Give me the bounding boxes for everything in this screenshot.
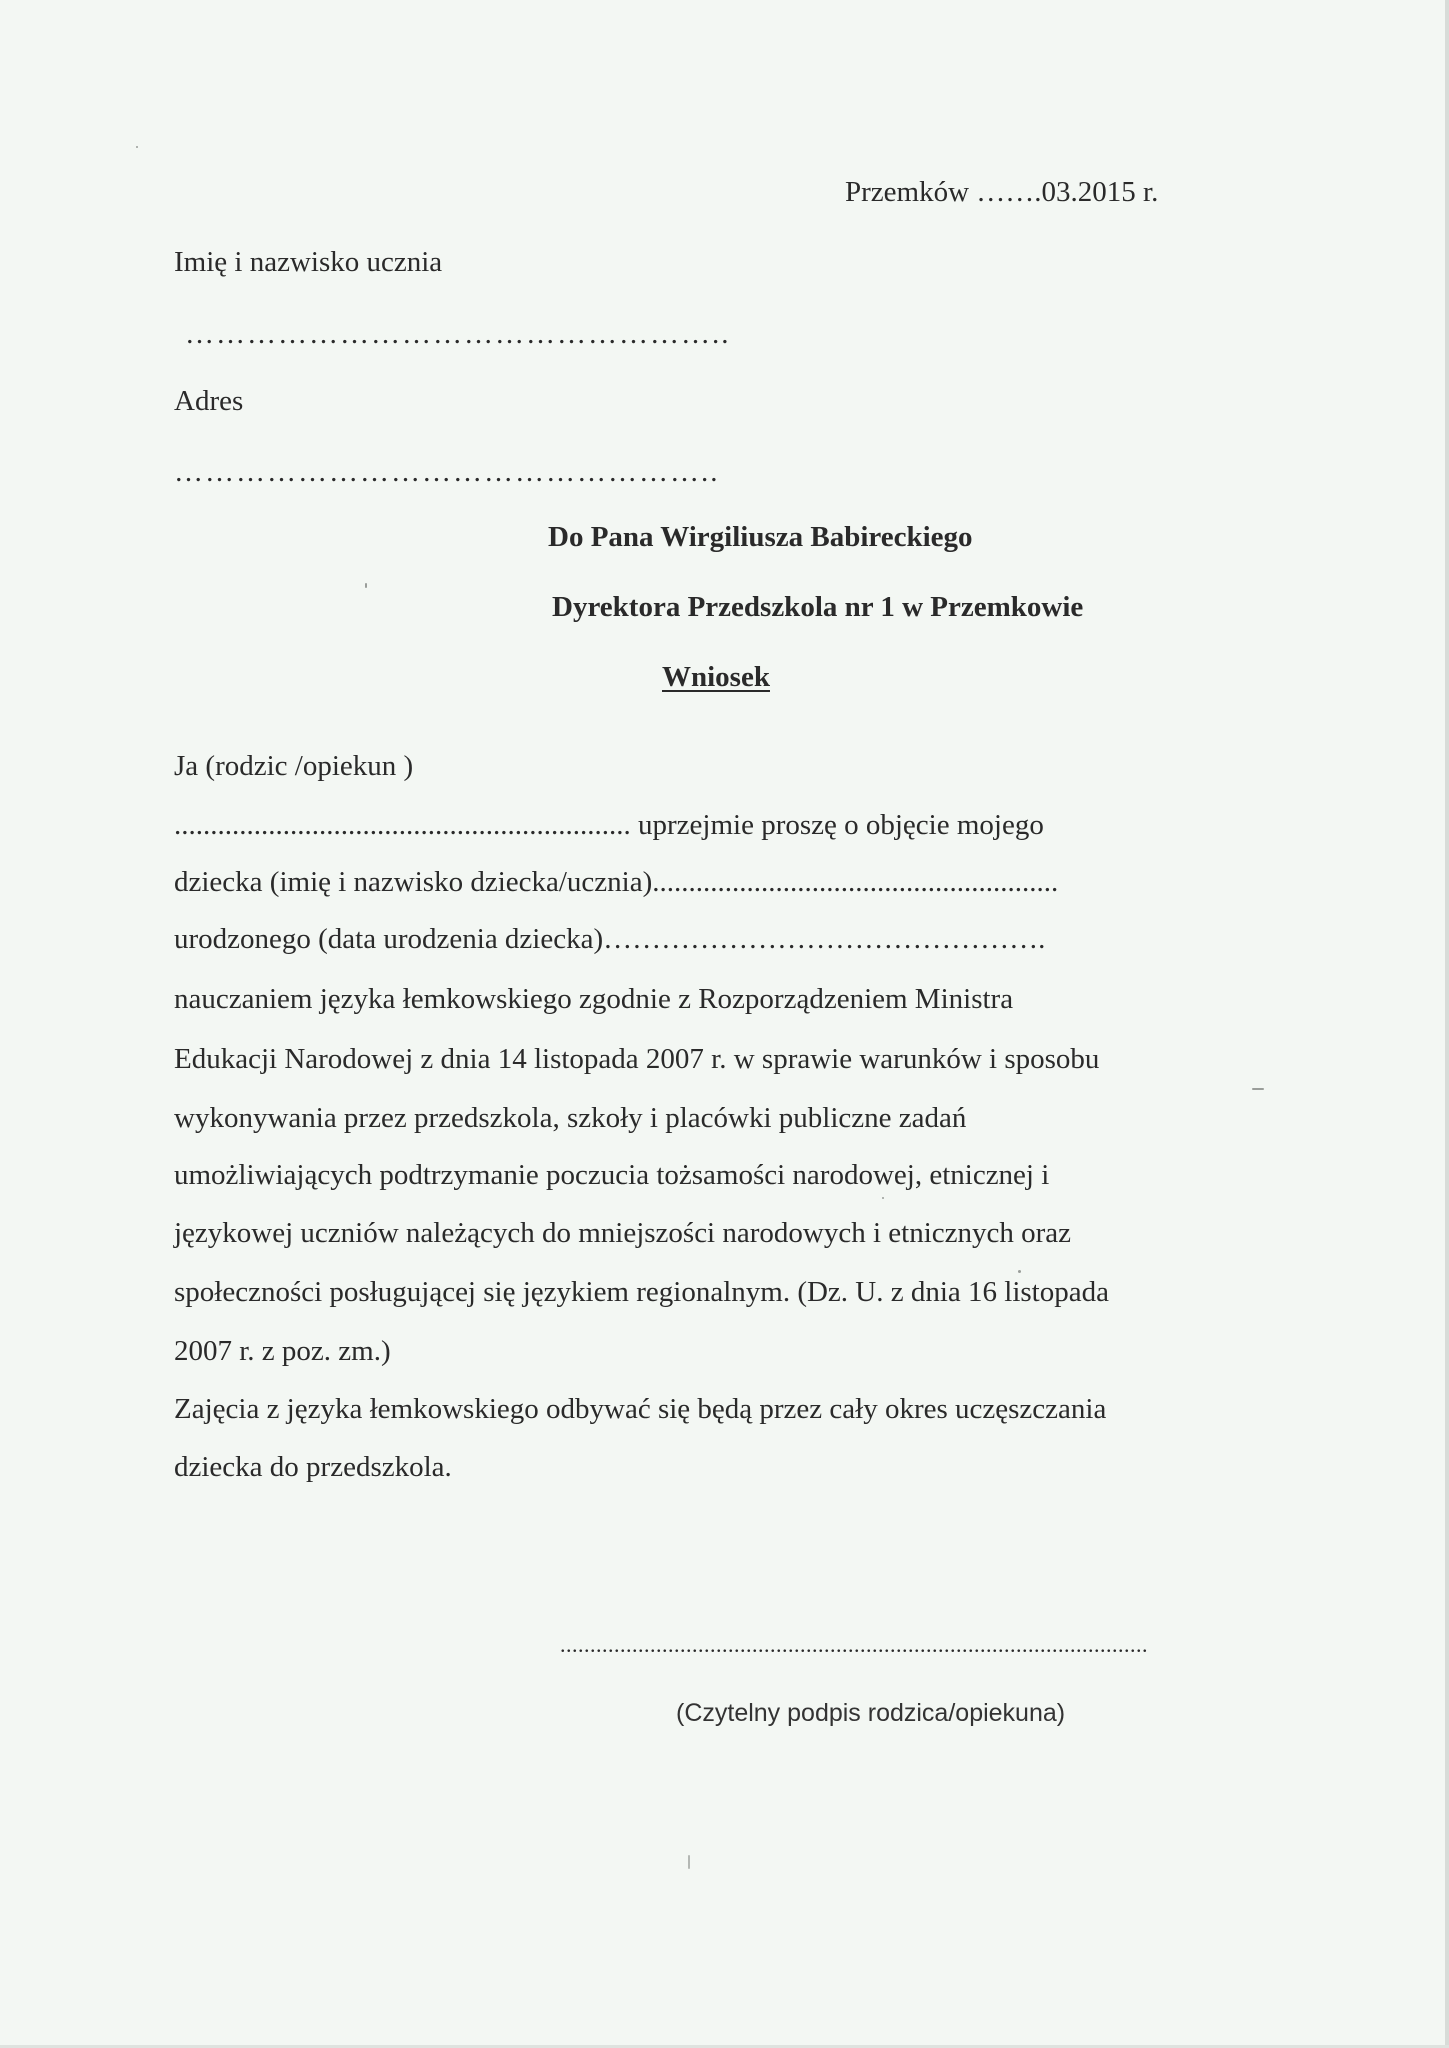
scan-edge-right bbox=[1445, 0, 1449, 2048]
body-line-3: dziecka (imię i nazwisko dziecka/ucznia)........................................................ bbox=[174, 866, 1059, 898]
body-line-10: społeczności posługującej się językiem regionalnym. (Dz. U. z dnia 16 listopada bbox=[174, 1276, 1109, 1308]
body-line-6: Edukacji Narodowej z dnia 14 listopada 2007 r. w sprawie warunków i sposobu bbox=[174, 1043, 1100, 1075]
signature-caption: (Czytelny podpis rodzica/opiekuna) bbox=[676, 1699, 1066, 1727]
body-line-7: wykonywania przez przedszkola, szkoły i placówki publiczne zadań bbox=[174, 1102, 967, 1134]
body-line-11: 2007 r. z poz. zm.) bbox=[174, 1335, 391, 1367]
body-line-2: ............................................................... uprzejmie proszę o objęcie mojego bbox=[174, 809, 1044, 841]
scan-speck bbox=[365, 583, 367, 588]
scan-speck bbox=[1252, 1088, 1264, 1090]
scan-speck bbox=[882, 1197, 884, 1199]
address-label: Adres bbox=[174, 385, 244, 417]
scan-speck bbox=[688, 1855, 690, 1869]
body-line-5: nauczaniem języka łemkowskiego zgodnie z Rozporządzeniem Ministra bbox=[174, 983, 1014, 1015]
place-date: Przemków …….03.2015 r. bbox=[845, 176, 1159, 208]
address-field: …………………………………………….. bbox=[174, 456, 720, 488]
scan-speck bbox=[1018, 1270, 1021, 1273]
signature-field: .................................................................................................. bbox=[560, 1632, 1148, 1657]
body-line-8: umożliwiających podtrzymanie poczucia tożsamości narodowej, etnicznej i bbox=[174, 1159, 1050, 1191]
student-name-label: Imię i nazwisko ucznia bbox=[174, 246, 443, 278]
body-line-12: Zajęcia z języka łemkowskiego odbywać się będą przez cały okres uczęszczania bbox=[174, 1393, 1107, 1425]
student-name-field: …………………………………………….. bbox=[185, 318, 731, 350]
body-line-1: Ja (rodzic /opiekun ) bbox=[174, 750, 414, 782]
addressee-line-2: Dyrektora Przedszkola nr 1 w Przemkowie bbox=[552, 591, 1084, 623]
body-line-4: urodzonego (data urodzenia dziecka)………………………………………. bbox=[174, 923, 1046, 955]
document-title: Wniosek bbox=[662, 661, 770, 693]
addressee-line-1: Do Pana Wirgiliusza Babireckiego bbox=[548, 521, 973, 553]
body-line-9: językowej uczniów należących do mniejszości narodowych i etnicznych oraz bbox=[174, 1217, 1072, 1249]
body-line-13: dziecka do przedszkola. bbox=[174, 1451, 452, 1483]
scan-speck bbox=[136, 146, 138, 148]
